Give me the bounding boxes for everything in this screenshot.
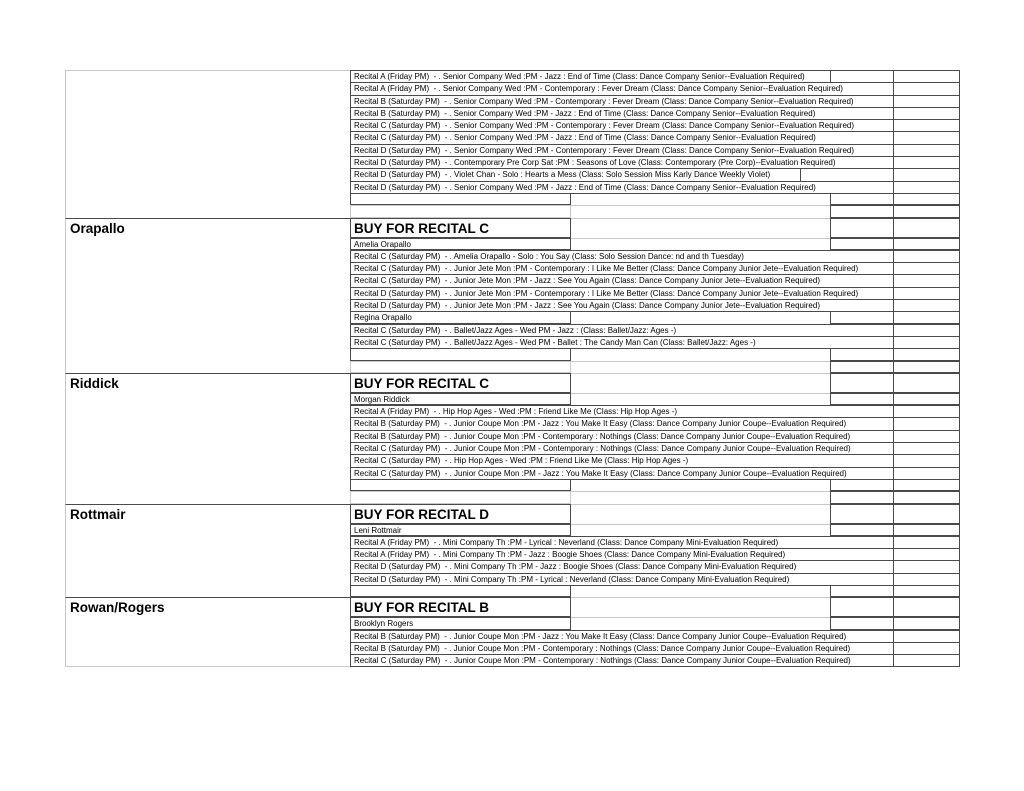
row-main-area: [350, 405, 960, 418]
table-row: [65, 642, 960, 655]
right-margin-cell: [893, 548, 960, 561]
right-margin-cell: [893, 417, 960, 430]
recital-entry-cell: Recital D (Saturday PM) - . Mini Company Th :PM - Jazz : Boogie Shoes (Class: Dance Company Mini-Evaluation Required): [350, 560, 894, 573]
row-main-area: [350, 193, 960, 206]
table-row: [65, 405, 960, 418]
table-row: [65, 181, 960, 194]
table-row: [65, 218, 960, 239]
table-row: [65, 311, 960, 324]
family-name-cell: [65, 193, 350, 206]
table-row: [65, 119, 960, 132]
row-main-area: [350, 393, 960, 406]
buy-for-cell: BUY FOR RECITAL C: [350, 373, 571, 393]
row-main-area: [350, 144, 960, 157]
right-margin-cell: [893, 454, 960, 467]
family-name-cell: [65, 417, 350, 430]
row-main-area: [350, 311, 960, 324]
family-name-cell: [65, 131, 350, 144]
recital-entry-cell: Recital D (Saturday PM) - . Senior Company Wed :PM - Contemporary : Fever Dream (Class: Dance Company Senior--Evaluation Required): [350, 144, 894, 157]
row-main-area: [350, 238, 960, 251]
spacer-cell: [350, 193, 571, 205]
student-name-cell: Morgan Riddick: [350, 393, 571, 405]
row-main-area: [350, 82, 960, 95]
row-main-area: [350, 479, 960, 492]
right-margin-cell: [893, 585, 960, 597]
row-main-area: [350, 274, 960, 287]
right-margin-cell: [893, 617, 960, 629]
row-main-area: [350, 336, 960, 349]
right-margin-cell: [893, 524, 960, 536]
recital-entry-cell: Recital D (Saturday PM) - . Mini Company Th :PM - Lyrical : Neverland (Class: Dance Company Mini-Evaluation Required): [350, 573, 894, 586]
row-main-area: [350, 617, 960, 630]
family-name-cell: [65, 630, 350, 643]
blank-grid-cell: [830, 479, 894, 491]
right-margin-cell: [893, 107, 960, 120]
right-margin-cell: [893, 630, 960, 643]
family-name-cell: [65, 536, 350, 549]
right-margin-cell: [893, 560, 960, 573]
table-row: [65, 479, 960, 492]
row-main-area: [350, 324, 960, 337]
row-main-area: [350, 430, 960, 443]
table-row: [65, 144, 960, 157]
family-name-cell: [65, 287, 350, 300]
right-margin-cell: [893, 168, 960, 181]
row-main-area: [350, 205, 960, 218]
recital-entry-cell: Recital A (Friday PM) - . Mini Company Th :PM - Jazz : Boogie Shoes (Class: Dance Company Mini-Evaluation Required): [350, 548, 894, 561]
row-main-area: [350, 95, 960, 108]
right-margin-cell: [893, 95, 960, 108]
recital-entry-cell: Recital B (Saturday PM) - . Junior Coupe Mon :PM - Jazz : You Make It Easy (Class: Dance Company Junior Coupe--Evaluation Required): [350, 417, 894, 430]
student-name-cell: Regina Orapallo: [350, 311, 571, 323]
blank-grid-cell: [830, 585, 894, 597]
family-name-cell: [65, 361, 350, 374]
recital-entry-cell: Recital B (Saturday PM) - . Senior Company Wed :PM - Jazz : End of Time (Class: Dance Company Senior--Evaluation Required): [350, 107, 894, 120]
family-name-cell: [65, 82, 350, 95]
row-main-area: [350, 107, 960, 120]
row-main-area: [350, 524, 960, 537]
row-main-area: [350, 119, 960, 132]
family-name-cell: [65, 70, 350, 83]
table-row: [65, 70, 960, 83]
cell-divider-line: [830, 70, 831, 83]
recital-entry-cell: Recital C (Saturday PM) - . Amelia Orapallo - Solo : You Say (Class: Solo Session Dance: nd and th Tuesday): [350, 250, 894, 263]
table-row: [65, 504, 960, 525]
family-name-cell: [65, 654, 350, 667]
table-row: [65, 82, 960, 95]
row-main-area: [350, 548, 960, 561]
table-row: [65, 630, 960, 643]
family-name-cell: [65, 262, 350, 275]
spacer-cell: [350, 585, 571, 597]
family-name-cell: [65, 454, 350, 467]
table-row: [65, 524, 960, 537]
right-margin-cell: [893, 311, 960, 323]
student-name-cell: Brooklyn Rogers: [350, 617, 571, 629]
buy-for-cell: BUY FOR RECITAL D: [350, 504, 571, 524]
family-name-cell: [65, 119, 350, 132]
recital-entry-cell: Recital C (Saturday PM) - . Junior Coupe Mon :PM - Jazz : You Make It Easy (Class: Dance Company Junior Coupe--Evaluation Required): [350, 467, 894, 480]
blank-grid-cell: [830, 504, 894, 524]
family-name-cell: [65, 642, 350, 655]
recital-entry-cell: Recital A (Friday PM) - . Senior Company Wed :PM - Contemporary : Fever Dream (Class: Dance Company Senior--Evaluation Required): [350, 82, 894, 95]
right-margin-cell: [893, 430, 960, 443]
right-margin-cell: [893, 467, 960, 480]
buy-for-cell: BUY FOR RECITAL C: [350, 218, 571, 238]
row-main-area: [350, 560, 960, 573]
recital-entry-cell: Recital C (Saturday PM) - . Junior Jete Mon :PM - Contemporary : I Like Me Better (Class: Dance Company Junior Jete--Evaluation Required): [350, 262, 894, 275]
row-main-area: [350, 299, 960, 312]
blank-grid-cell: [830, 205, 894, 217]
recital-entry-cell: Recital C (Saturday PM) - . Junior Jete Mon :PM - Jazz : See You Again (Class: Dance Company Junior Jete--Evaluation Required): [350, 274, 894, 287]
table-row: [65, 430, 960, 443]
right-margin-cell: [893, 442, 960, 455]
row-main-area: [350, 573, 960, 586]
row-main-area: [350, 262, 960, 275]
table-row: [65, 361, 960, 374]
family-name-cell: [65, 491, 350, 504]
blank-grid-cell: [830, 348, 894, 360]
family-name-cell: [65, 181, 350, 194]
recital-entry-cell: Recital C (Saturday PM) - . Senior Company Wed :PM - Contemporary : Fever Dream (Class: Dance Company Senior--Evaluation Required): [350, 119, 894, 132]
family-name-cell: Orapallo: [65, 218, 350, 239]
blank-grid-cell: [830, 373, 894, 393]
table-row: [65, 442, 960, 455]
right-margin-cell: [893, 324, 960, 337]
student-name-cell: Amelia Orapallo: [350, 238, 571, 250]
blank-grid-cell: [830, 597, 894, 617]
right-margin-cell: [893, 597, 960, 617]
family-name-cell: [65, 617, 350, 630]
blank-grid-cell: [830, 238, 894, 250]
family-name-cell: Rottmair: [65, 504, 350, 525]
blank-grid-cell: [830, 524, 894, 536]
row-main-area: [350, 361, 960, 374]
table-row: [65, 548, 960, 561]
right-margin-cell: [893, 82, 960, 95]
right-margin-cell: [893, 491, 960, 503]
table-row: [65, 597, 960, 618]
family-name-cell: [65, 168, 350, 181]
right-margin-cell: [893, 218, 960, 238]
family-name-cell: [65, 311, 350, 324]
table-row: [65, 193, 960, 206]
row-main-area: [350, 454, 960, 467]
right-margin-cell: [893, 405, 960, 418]
table-row: [65, 585, 960, 598]
recital-entry-cell: Recital D (Saturday PM) - . Junior Jete Mon :PM - Contemporary : I Like Me Better (Class: Dance Company Junior Jete--Evaluation Required): [350, 287, 894, 300]
family-name-cell: [65, 548, 350, 561]
row-main-area: [350, 181, 960, 194]
family-name-cell: [65, 585, 350, 598]
table-row: [65, 536, 960, 549]
family-name-cell: [65, 467, 350, 480]
row-main-area: [350, 417, 960, 430]
right-margin-cell: [893, 250, 960, 263]
table-row: [65, 324, 960, 337]
row-main-area: [350, 218, 960, 239]
row-main-area: [350, 373, 960, 394]
table-row: [65, 95, 960, 108]
right-margin-cell: [893, 336, 960, 349]
right-margin-cell: [893, 193, 960, 205]
recital-entry-cell: Recital B (Saturday PM) - . Junior Coupe Mon :PM - Contemporary : Nothings (Class: Dance Company Junior Coupe--Evaluation Required): [350, 642, 894, 655]
spacer-cell: [350, 361, 571, 373]
family-name-cell: [65, 442, 350, 455]
row-main-area: [350, 536, 960, 549]
blank-grid-cell: [830, 617, 894, 629]
family-name-cell: [65, 144, 350, 157]
family-name-cell: Riddick: [65, 373, 350, 394]
right-margin-cell: [893, 348, 960, 360]
table-row: [65, 491, 960, 504]
cell-divider-line: [800, 168, 801, 181]
table-row: [65, 287, 960, 300]
buy-for-cell: BUY FOR RECITAL B: [350, 597, 571, 617]
recital-entry-cell: Recital C (Saturday PM) - . Junior Coupe Mon :PM - Contemporary : Nothings (Class: Dance Company Junior Coupe--Evaluation Required): [350, 654, 894, 667]
table-row: [65, 560, 960, 573]
family-name-cell: [65, 560, 350, 573]
right-margin-cell: [893, 205, 960, 217]
right-margin-cell: [893, 479, 960, 491]
spacer-cell: [350, 491, 571, 503]
recital-entry-cell: Recital D (Saturday PM) - . Junior Jete Mon :PM - Jazz : See You Again (Class: Dance Company Junior Jete--Evaluation Required): [350, 299, 894, 312]
recital-purchase-table: [65, 70, 960, 667]
table-row: [65, 393, 960, 406]
table-row: [65, 336, 960, 349]
right-margin-cell: [893, 361, 960, 373]
right-margin-cell: [893, 299, 960, 312]
family-name-cell: Rowan/Rogers: [65, 597, 350, 618]
student-name-cell: Leni Rottmair: [350, 524, 571, 536]
blank-grid-cell: [830, 491, 894, 503]
recital-entry-cell: Recital C (Saturday PM) - . Hip Hop Ages - Wed :PM : Friend Like Me (Class: Hip Hop Ages -): [350, 454, 894, 467]
row-main-area: [350, 504, 960, 525]
row-main-area: [350, 491, 960, 504]
table-row: [65, 274, 960, 287]
family-name-cell: [65, 524, 350, 537]
row-main-area: [350, 467, 960, 480]
table-row: [65, 238, 960, 251]
blank-grid-cell: [830, 193, 894, 205]
row-main-area: [350, 585, 960, 598]
blank-grid-cell: [830, 393, 894, 405]
right-margin-cell: [893, 144, 960, 157]
table-row: [65, 250, 960, 263]
row-main-area: [350, 442, 960, 455]
recital-entry-cell: Recital D (Saturday PM) - . Violet Chan - Solo : Hearts a Mess (Class: Solo Session Miss Karly Dance Weekly Violet): [350, 168, 894, 181]
recital-entry-cell: Recital A (Friday PM) - . Mini Company Th :PM - Lyrical : Neverland (Class: Dance Company Mini-Evaluation Required): [350, 536, 894, 549]
family-name-cell: [65, 95, 350, 108]
blank-grid-cell: [830, 361, 894, 373]
table-row: [65, 131, 960, 144]
row-main-area: [350, 168, 960, 181]
row-main-area: [350, 654, 960, 667]
recital-entry-cell: Recital D (Saturday PM) - . Contemporary Pre Corp Sat :PM : Seasons of Love (Class: Contemporary (Pre Corp)--Evaluation Required): [350, 156, 894, 169]
family-name-cell: [65, 348, 350, 361]
row-main-area: [350, 642, 960, 655]
right-margin-cell: [893, 373, 960, 393]
spacer-cell: [350, 205, 571, 217]
family-name-cell: [65, 250, 350, 263]
table-row: [65, 156, 960, 169]
row-main-area: [350, 131, 960, 144]
table-row: [65, 373, 960, 394]
family-name-cell: [65, 336, 350, 349]
table-row: [65, 467, 960, 480]
table-row: [65, 262, 960, 275]
right-margin-cell: [893, 181, 960, 194]
right-margin-cell: [893, 504, 960, 524]
right-margin-cell: [893, 262, 960, 275]
recital-entry-cell: Recital A (Friday PM) - . Senior Company Wed :PM - Jazz : End of Time (Class: Dance Company Senior--Evaluation Required): [350, 70, 894, 83]
right-margin-cell: [893, 131, 960, 144]
right-margin-cell: [893, 536, 960, 549]
recital-entry-cell: Recital C (Saturday PM) - . Junior Coupe Mon :PM - Contemporary : Nothings (Class: Dance Company Junior Coupe--Evaluation Required): [350, 442, 894, 455]
right-margin-cell: [893, 119, 960, 132]
blank-grid-cell: [830, 311, 894, 323]
table-row: [65, 573, 960, 586]
recital-entry-cell: Recital A (Friday PM) - . Hip Hop Ages - Wed :PM : Friend Like Me (Class: Hip Hop Ages -): [350, 405, 894, 418]
table-row: [65, 417, 960, 430]
row-main-area: [350, 156, 960, 169]
right-margin-cell: [893, 654, 960, 667]
family-name-cell: [65, 430, 350, 443]
right-margin-cell: [893, 274, 960, 287]
table-row: [65, 617, 960, 630]
table-row: [65, 168, 960, 181]
right-margin-cell: [893, 642, 960, 655]
blank-grid-cell: [830, 218, 894, 238]
recital-entry-cell: Recital B (Saturday PM) - . Junior Coupe Mon :PM - Jazz : You Make It Easy (Class: Dance Company Junior Coupe--Evaluation Required): [350, 630, 894, 643]
row-main-area: [350, 348, 960, 361]
family-name-cell: [65, 205, 350, 218]
family-name-cell: [65, 393, 350, 406]
recital-entry-cell: Recital C (Saturday PM) - . Ballet/Jazz Ages - Wed PM - Ballet : The Candy Man Can (Class: Ballet/Jazz: Ages -): [350, 336, 894, 349]
family-name-cell: [65, 274, 350, 287]
table-row: [65, 107, 960, 120]
family-name-cell: [65, 107, 350, 120]
family-name-cell: [65, 479, 350, 492]
family-name-cell: [65, 238, 350, 251]
table-row: [65, 454, 960, 467]
right-margin-cell: [893, 287, 960, 300]
spacer-cell: [350, 348, 571, 360]
recital-entry-cell: Recital B (Saturday PM) - . Junior Coupe Mon :PM - Contemporary : Nothings (Class: Dance Company Junior Coupe--Evaluation Required): [350, 430, 894, 443]
right-margin-cell: [893, 573, 960, 586]
table-row: [65, 654, 960, 667]
recital-entry-cell: Recital D (Saturday PM) - . Senior Company Wed :PM - Jazz : End of Time (Class: Dance Company Senior--Evaluation Required): [350, 181, 894, 194]
row-main-area: [350, 597, 960, 618]
family-name-cell: [65, 405, 350, 418]
recital-entry-cell: Recital C (Saturday PM) - . Senior Company Wed :PM - Jazz : End of Time (Class: Dance Company Senior--Evaluation Required): [350, 131, 894, 144]
right-margin-cell: [893, 70, 960, 83]
family-name-cell: [65, 324, 350, 337]
family-name-cell: [65, 299, 350, 312]
table-row: [65, 205, 960, 218]
family-name-cell: [65, 573, 350, 586]
row-main-area: [350, 250, 960, 263]
right-margin-cell: [893, 393, 960, 405]
family-name-cell: [65, 156, 350, 169]
right-margin-cell: [893, 238, 960, 250]
right-margin-cell: [893, 156, 960, 169]
recital-entry-cell: Recital C (Saturday PM) - . Ballet/Jazz Ages - Wed PM - Jazz : (Class: Ballet/Jazz: Ages -): [350, 324, 894, 337]
row-main-area: [350, 630, 960, 643]
table-row: [65, 348, 960, 361]
row-main-area: [350, 287, 960, 300]
row-main-area: [350, 70, 960, 83]
table-row: [65, 299, 960, 312]
spacer-cell: [350, 479, 571, 491]
recital-entry-cell: Recital B (Saturday PM) - . Senior Company Wed :PM - Contemporary : Fever Dream (Class: Dance Company Senior--Evaluation Required): [350, 95, 894, 108]
